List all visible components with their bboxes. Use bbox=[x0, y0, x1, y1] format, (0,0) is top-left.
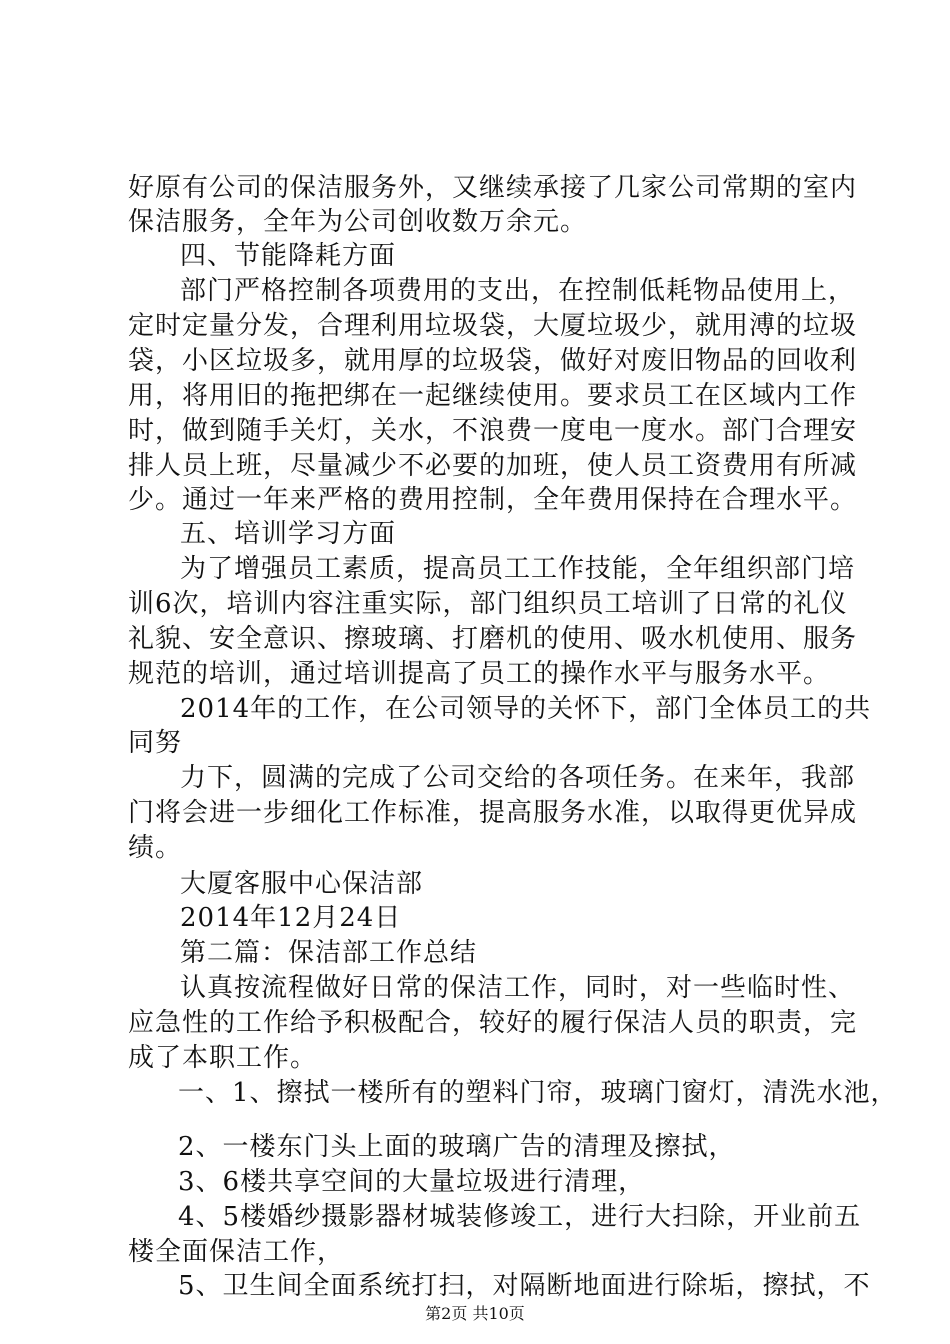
body-line: 认真按流程做好日常的保洁工作，同时，对一些临时性、 bbox=[180, 973, 856, 1003]
body-line: 同努 bbox=[128, 728, 183, 758]
body-line: 时，做到随手关灯，关水，不浪费一度电一度水。部门合理安 bbox=[128, 416, 858, 446]
list-item: 一、1、擦拭一楼所有的塑料门帘，玻璃门窗灯，清洗水池， bbox=[178, 1078, 898, 1108]
list-item: 5、卫生间全面系统打扫，对隔断地面进行除垢，擦拭，不 bbox=[178, 1271, 871, 1301]
body-line: 门将会进一步细化工作标准，提高服务水准，以取得更优异成 bbox=[128, 798, 858, 828]
list-item: 3、6楼共享空间的大量垃圾进行清理， bbox=[178, 1167, 646, 1197]
body-line: 规范的培训，通过培训提高了员工的操作水平与服务水平。 bbox=[128, 659, 831, 689]
date-line: 2014年12月24日 bbox=[180, 903, 402, 933]
section-heading: 四、节能降耗方面 bbox=[180, 241, 397, 271]
body-line: 训6次，培训内容注重实际，部门组织员工培训了日常的礼仪 bbox=[128, 589, 848, 619]
body-line: 应急性的工作给予积极配合，较好的履行保洁人员的职责，完 bbox=[128, 1008, 858, 1038]
page-footer: 第2页 共10页 bbox=[425, 1304, 525, 1323]
list-item: 4、5楼婚纱摄影器材城装修竣工，进行大扫除，开业前五 bbox=[178, 1202, 862, 1232]
body-line: 部门严格控制各项费用的支出，在控制低耗物品使用上， bbox=[180, 276, 856, 306]
body-line: 排人员上班，尽量减少不必要的加班，使人员工资费用有所减 bbox=[128, 451, 858, 481]
body-line: 2014年的工作，在公司领导的关怀下，部门全体员工的共 bbox=[180, 694, 872, 724]
body-line: 用，将用旧的拖把绑在一起继续使用。要求员工在区域内工作 bbox=[128, 381, 858, 411]
body-line: 成了本职工作。 bbox=[128, 1043, 318, 1073]
body-line: 好原有公司的保洁服务外，又继续承接了几家公司常期的室内 bbox=[128, 173, 858, 203]
body-line: 少。通过一年来严格的费用控制，全年费用保持在合理水平。 bbox=[128, 485, 858, 515]
body-line: 礼貌、安全意识、擦玻璃、打磨机的使用、吸水机使用、服务 bbox=[128, 624, 858, 654]
list-item: 2、一楼东门头上面的玻璃广告的清理及擦拭， bbox=[178, 1132, 736, 1162]
body-line: 袋，小区垃圾多，就用厚的垃圾袋，做好对废旧物品的回收利 bbox=[128, 346, 858, 376]
body-line: 绩。 bbox=[128, 833, 183, 863]
body-line: 楼全面保洁工作， bbox=[128, 1237, 345, 1267]
body-line: 定时定量分发，合理利用垃圾袋，大厦垃圾少，就用溥的垃圾 bbox=[128, 311, 858, 341]
signature-line: 大厦客服中心保洁部 bbox=[180, 869, 424, 899]
body-line: 力下，圆满的完成了公司交给的各项任务。在来年，我部 bbox=[180, 763, 856, 793]
section-heading: 五、培训学习方面 bbox=[180, 519, 397, 549]
body-line: 保洁服务，全年为公司创收数万余元。 bbox=[128, 207, 588, 237]
body-line: 为了增强员工素质，提高员工工作技能，全年组织部门培 bbox=[180, 554, 856, 584]
part-heading: 第二篇：保洁部工作总结 bbox=[180, 938, 478, 968]
